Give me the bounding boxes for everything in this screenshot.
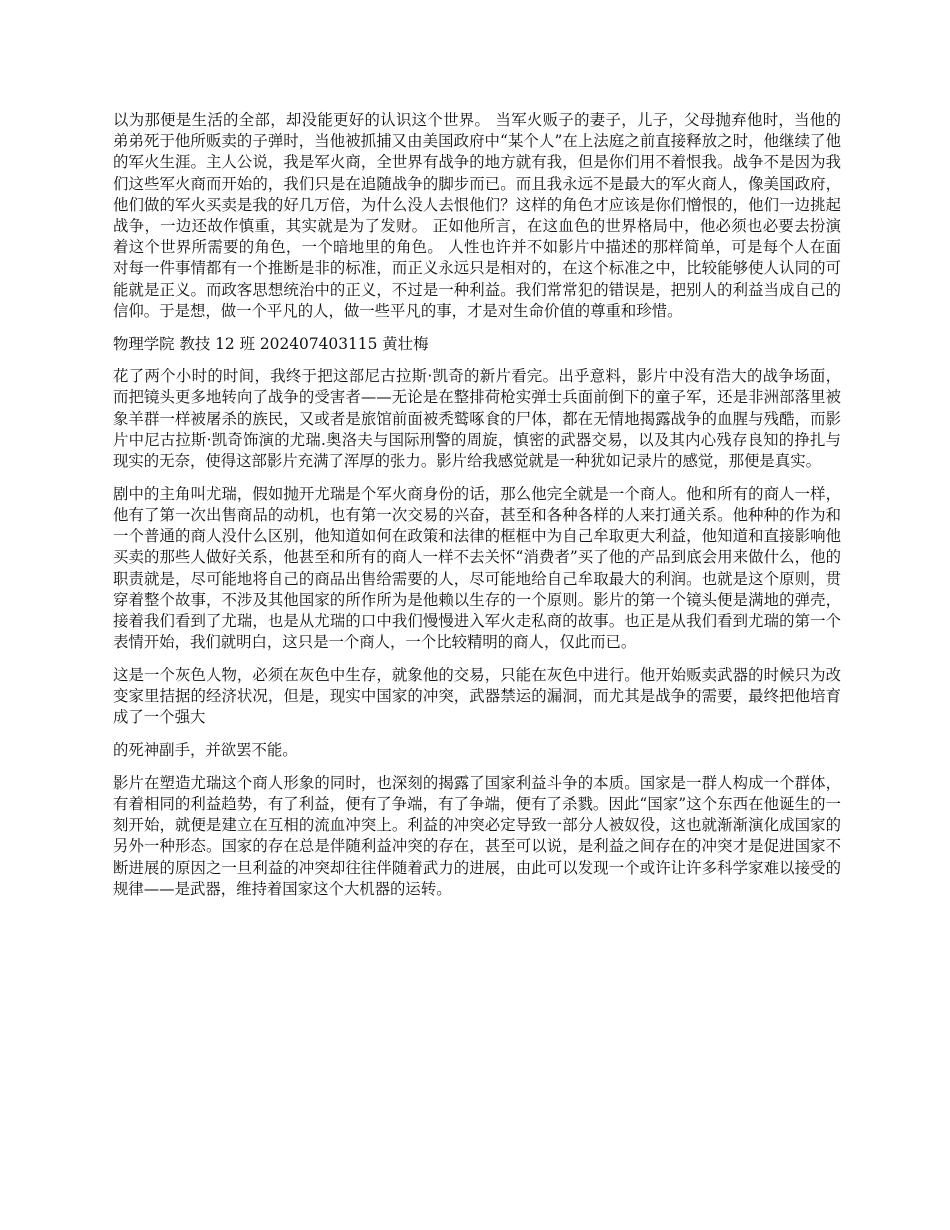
author-line: 物理学院 教技 12 班 202407403115 黄壮梅 xyxy=(113,334,429,353)
document-body xyxy=(113,110,841,911)
paragraph-5: 影片在塑造尤瑞这个商人形象的同时，也深刻的揭露了国家利益斗争的本质。国家是一群人构成一个群体，有着相同的利益趋势，有了利益，便有了争端，有了争端，便有了杀戮。因此“国家”这个东西在他诞生的一刻开始，就便是建立在互相的流血冲突上。利益的冲突必定导致一部分人被奴役，这也就渐渐演化成国家的另外一种形态。国家的存在总是伴随利益冲突的存在，甚至可以说，是利益之间存在的冲突才是促进国家不断进展的原因之一旦利益的冲突却往往伴随着武力的进展，由此可以发现一个或许让许多科学家难以接受的规律——是武器，维持着国家这个大机器的运转。 xyxy=(113,773,841,898)
paragraph-4-continued: 的死神副手，并欲罢不能。 xyxy=(113,740,298,759)
paragraph-3: 剧中的主角叫尤瑞，假如抛开尤瑞是个军火商身份的话，那么他完全就是一个商人。他和所有的商人一样，他有了第一次出售商品的动机，也有第一次交易的兴奋，甚至和各种各样的人来打通关系。他种种的作为和一个普通的商人没什么区别，他知道如何在政策和法律的框框中为自己牟取更大利益，他知道和直接影响他买卖的那些人做好关系，他甚至和所有的商人一样不去关怀“消费者”买了他的产品到底会用来做什么，他的职责就是，尽可能地将自己的商品出售给需要的人，尽可能地给自己牟取最大的利润。也就是这个原则，贯穿着整个故事，不涉及其他国家的所作所为是他赖以生存的一个原则。影片的第一个镜头便是满地的弹壳，接着我们看到了尤瑞，也是从尤瑞的口中我们慢慢进入军火走私商的故事。也正是从我们看到尤瑞的第一个表情开始，我们就明白，这只是一个商人，一个比较精明的商人，仅此而已。 xyxy=(113,484,841,652)
paragraph-2: 花了两个小时的时间，我终于把这部尼古拉斯·凯奇的新片看完。出乎意料，影片中没有浩大的战争场面，而把镜头更多地转向了战争的受害者——无论是在整排荷枪实弹士兵面前倒下的童子军，还是非洲部落里被象羊群一样被屠杀的族民，又或者是旅馆前面被秃鹫啄食的尸体，都在无情地揭露战争的血腥与残酷，而影片中尼古拉斯·凯奇饰演的尤瑞.奥洛夫与国际刑警的周旋，慎密的武器交易，以及其内心残存良知的挣扎与现实的无奈，使得这部影片充满了浑厚的张力。影片给我感觉就是一种犹如记录片的感觉，那便是真实。 xyxy=(113,367,841,471)
paragraph-1: 以为那便是生活的全部，却没能更好的认识这个世界。 当军火贩子的妻子，儿子，父母抛弃他时，当他的弟弟死于他所贩卖的子弹时，当他被抓捕又由美国政府中“某个人”在上法庭之前直接释放之时，他继续了他的军火生涯。主人公说，我是军火商，全世界有战争的地方就有我，但是你们用不着恨我。战争不是因为我们这些军火商而开始的，我们只是在追随战争的脚步而已。而且我永远不是最大的军火商人，像美国政府，他们做的军火买卖是我的好几万倍，为什么没人去恨他们？这样的角色才应该是你们憎恨的，他们一边挑起战争，一边还故作慎重，其实就是为了发财。 正如他所言，在这血色的世界格局中，他必须也必要去扮演着这个世界所需要的角色，一个暗地里的角色。 人性也许并不如影片中描述的那样简单，可是每个人在面对每一件事情都有一个推断是非的标准，而正义永远只是相对的，在这个标准之中，比较能够使人认同的可能就是正义。而政客思想统治中的正义，不过是一种利益。我们常常犯的错误是，把别人的利益当成自己的信仰。于是想，做一个平凡的人，做一些平凡的事，才是对生命价值的尊重和珍惜。 xyxy=(113,111,841,320)
paragraph-4: 这是一个灰色人物，必须在灰色中生存，就象他的交易，只能在灰色中进行。他开始贩卖武器的时候只为改变家里拮据的经济状况，但是，现实中国家的冲突，武器禁运的漏洞，而尤其是战争的需要，最终把他培育成了一个强大 xyxy=(113,665,841,727)
